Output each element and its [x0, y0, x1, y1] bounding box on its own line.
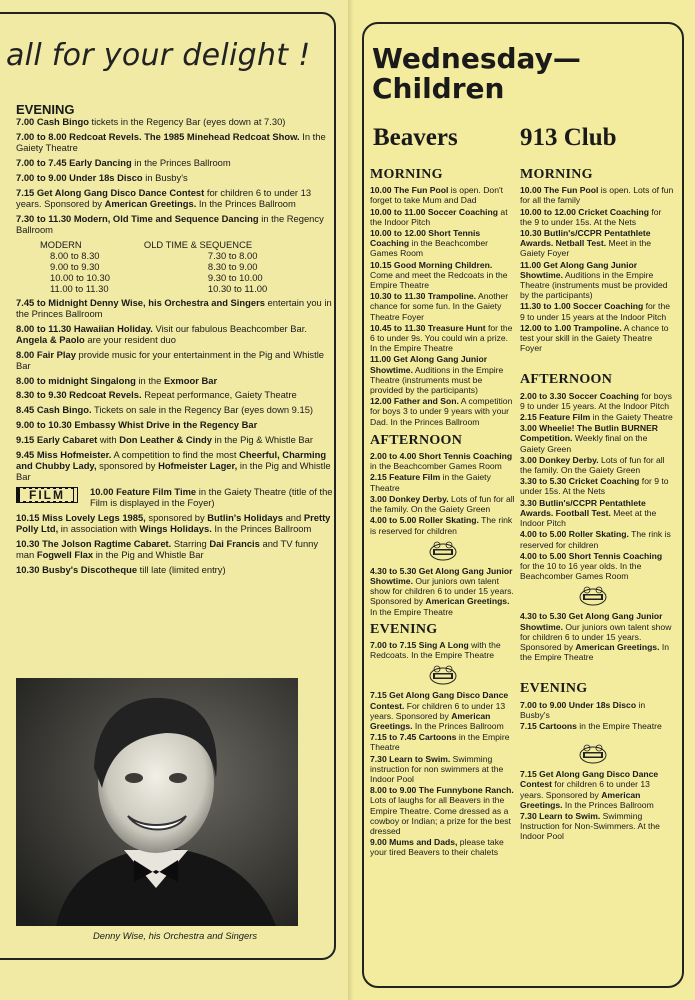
old-time-slot: 7.30 to 8.00 — [207, 249, 258, 261]
evening-item: 9.00 to 10.30 Embassy Whist Drive in the Regency Bar — [16, 419, 258, 430]
club913-title: 913 Club — [520, 124, 617, 151]
club913-afternoon-item: 2.00 to 3.30 Soccer Coaching for boys 9 to under 15 years. At the Indoor Pitch — [520, 390, 672, 411]
dance-table — [40, 238, 334, 295]
club913-evening-item: 7.15 Get Along Gang Disco Dance Contest for children 6 to under 13 years. Sponsored by American Greetings. In the Princes Ballroom — [520, 769, 659, 810]
modern-slot: 11.00 to 11.30 — [50, 283, 109, 295]
evening-item: 7.00 to 7.45 Early Dancing in the Princes Ballroom — [16, 157, 231, 168]
club913-evening-item: 7.30 Learn to Swim. Swimming Instruction for Non-Swimmers. At the Indoor Pool — [520, 810, 660, 842]
club913-afternoon-heading: AFTERNOON — [520, 372, 613, 388]
beavers-morning-heading: MORNING — [370, 167, 443, 182]
evening-item: 8.00 to midnight Singalong in the Exmoor Bar — [16, 374, 218, 386]
club913-afternoon-item: 3.00 Wheelie! The Butlin BURNER Competition. Weekly final on the Gaiety Green — [520, 423, 659, 454]
beavers-morning-item: 10.15 Good Morning Children. Come and meet the Redcoats in the Empire Theatre — [370, 259, 508, 291]
evening-item: 7.00 Cash Bingo tickets in the Regency Bar (eyes down at 7.30) — [16, 116, 286, 128]
beavers-afternoon-item: 4.00 to 5.00 Roller Skating. The rink is reserved for children — [370, 515, 513, 536]
beavers-evening-heading: EVENING — [370, 621, 438, 637]
club913-column — [520, 166, 674, 843]
beavers-morning-item: 10.00 to 11.00 Soccer Coaching at the Indoor Pitch — [370, 206, 508, 227]
beavers-evening-item: 9.00 Mums and Dads, please take your tired Beavers to their chalets — [370, 837, 504, 858]
beavers-afternoon-item: 2.00 to 4.00 Short Tennis Coaching in the Beachcomber Games Room — [370, 451, 513, 472]
beavers-evening-item: 7.15 to 7.45 Cartoons in the Empire Theatre — [370, 732, 510, 753]
club913-morning-item: 10.00 The Fun Pool is open. Lots of fun for all the family — [520, 185, 674, 206]
modern-heading: MODERN — [40, 238, 82, 250]
club913-afternoon-item: 4.00 to 5.00 Short Tennis Coaching for the 10 to 16 year olds. In the Beachcomber Games Room — [520, 550, 663, 582]
get-along-gang-logo-icon — [578, 743, 608, 765]
beavers-afternoon-heading: AFTERNOON — [370, 432, 463, 448]
beavers-morning-item: 10.30 to 11.30 Trampoline. Another chance for some fun. In the Gaiety Theatre Foyer — [370, 291, 509, 322]
evening-item: 7.45 to Midnight Denny Wise, his Orchestra and Singers entertain you in the Princes Ballroom — [16, 296, 332, 319]
modern-slot: 10.00 to 10.30 — [50, 272, 110, 284]
evening-item: 7.30 to 11.30 Modern, Old Time and Sequence Dancing in the Regency Ballroom — [16, 212, 324, 235]
evening-item: 8.45 Cash Bingo. Tickets on sale in the Regency Bar (eyes down 9.15) — [16, 404, 314, 416]
beavers-evening-item: 7.15 Get Along Gang Disco Dance Contest. For children 6 to under 13 years. Sponsored by American Greetings. In the Princes Ballroom — [370, 690, 509, 731]
beavers-evening-item: 7.30 Learn to Swim. Swimming instruction for non swimmers at the Indoor Pool — [370, 753, 504, 784]
club913-morning-heading: MORNING — [520, 167, 593, 182]
evening-item: 8.00 to 11.30 Hawaiian Holiday. Visit our fabulous Beachcomber Bar. Angela & Paolo are your resident duo — [16, 322, 307, 345]
club913-morning-item: 11.00 Get Along Gang Junior Showtime. Auditions in the Empire Theatre (instruments must be provided by the participants) — [520, 259, 668, 301]
beavers-title: Beavers — [373, 124, 458, 151]
evening-item: 10.15 Miss Lovely Legs 1985, sponsored by Butlin's Holidays and Pretty Polly Ltd, in association with Wings Holidays. In the Princes Ballroom — [16, 511, 331, 534]
evening-schedule — [16, 104, 334, 579]
club913-afternoon-item: 3.30 to 5.30 Cricket Coaching for 9 to under 15s. At the Nets — [520, 476, 669, 497]
beavers-afternoon-item: 2.15 Feature Film in the Gaiety Theatre — [370, 472, 491, 493]
club913-evening-item: 7.00 to 9.00 Under 18s Disco in Busby's — [520, 699, 646, 720]
beavers-morning-item: 11.00 Get Along Gang Junior Showtime. Auditions in the Empire Theatre (instruments must be provided by the participants) — [370, 354, 504, 396]
club913-morning-item: 11.30 to 1.00 Soccer Coaching for the 9 to under 15 years at the Indoor Pitch — [520, 301, 671, 322]
club913-afternoon-item: 4.00 to 5.00 Roller Skating. The rink is reserved for children — [520, 529, 671, 550]
old-time-slot: 9.30 to 10.00 — [207, 272, 263, 284]
beavers-morning-item: 10.00 The Fun Pool is open. Don't forget to take Mum and Dad — [370, 185, 503, 206]
get-along-gang-logo-icon — [428, 664, 458, 686]
club913-evening-heading: EVENING — [520, 681, 588, 697]
evening-item: 9.45 Miss Hofmeister. A competition to find the most Cheerful, Charming and Chubby Lady, sponsored by Hofmeister Lager, in the Pig and Whistle Bar — [16, 448, 331, 482]
modern-slot: 9.00 to 9.30 — [50, 261, 100, 272]
old-time-slot: 8.30 to 9.00 — [207, 261, 258, 272]
beavers-afternoon-item: 3.00 Donkey Derby. Lots of fun for all the family. On the Gaiety Green — [370, 493, 515, 515]
evening-item: 7.00 to 9.00 Under 18s Disco in Busby's — [16, 171, 188, 183]
get-along-gang-logo-icon — [428, 540, 458, 562]
beavers-evening-item: 8.00 to 9.00 The Funnybone Ranch. Lots of laughs for all Beavers in the Empire Theatre. Come dressed as a cowboy or Indian; a prize for the best dressed — [370, 785, 514, 836]
get-along-gang-logo-icon — [578, 585, 608, 607]
beavers-morning-item: 10.45 to 11.30 Treasure Hunt for the 6 to under 9s. You could win a prize. In the Empire Theatre — [370, 322, 513, 354]
club913-morning-item: 10.00 to 12.00 Cricket Coaching for the 9 to under 15s. At the Nets — [520, 206, 662, 227]
modern-slot: 8.00 to 8.30 — [50, 249, 100, 261]
evening-item: 9.15 Early Cabaret with Don Leather & Cindy in the Pig & Whistle Bar — [16, 433, 314, 445]
club913-afternoon-item: 3.00 Donkey Derby. Lots of fun for all the family. On the Gaiety Green — [520, 454, 665, 476]
evening-item: 7.15 Get Along Gang Disco Dance Contest for children 6 to under 13 years. Sponsored by American Greetings. In the Princes Ballroom — [16, 186, 312, 209]
film-icon: FILM — [16, 487, 78, 503]
club913-afternoon-item: 2.15 Feature Film in the Gaiety Theatre — [520, 412, 673, 423]
club913-morning-item: 12.00 to 1.00 Trampoline. A chance to test your skill in the Gaiety Theatre Foyer — [520, 322, 669, 354]
evening-item: 8.00 Fair Play provide music for your entertainment in the Pig and Whistle Bar — [16, 348, 324, 371]
evening-heading: EVENING — [16, 102, 75, 117]
evening-item: 8.30 to 9.30 Redcoat Revels. Repeat performance, Gaiety Theatre — [16, 389, 297, 401]
beavers-morning-item: 10.00 to 12.00 Short Tennis Coaching in the Beachcomber Games Room — [370, 228, 488, 259]
beavers-column — [370, 166, 516, 859]
evening-item: 10.30 The Jolson Ragtime Cabaret. Starring Dai Francis and TV funny man Fogwell Flax in the Pig and Whistle Bar — [16, 537, 319, 560]
club913-evening-item: 7.15 Cartoons in the Empire Theatre — [520, 720, 662, 731]
page-fold — [348, 0, 354, 1000]
evening-item: 7.00 to 8.00 Redcoat Revels. The 1985 Minehead Redcoat Show. In the Gaiety Theatre — [16, 131, 326, 154]
headline: all for your delight ! — [6, 38, 311, 73]
beavers-afternoon-item: 4.30 to 5.30 Get Along Gang Junior Showtime. Our juniors own talent show for children 6 to under 15 years. Sponsored by American Greetings. In the Empire Theatre — [370, 565, 514, 617]
old-time-slot: 10.30 to 11.00 — [207, 283, 268, 295]
club913-afternoon-item: 4.30 to 5.30 Get Along Gang Junior Showtime. Our juniors own talent show for children 6 to under 15 years. Sponsored by American Greetings. In the Empire Theatre — [520, 611, 672, 663]
beavers-morning-item: 12.00 Father and Son. A competition for boys 3 to under 9 years with your Dad. In the Princes Ballroom — [370, 396, 513, 427]
film-item: FILM 10.00 Feature Film Time in the Gaiety Theatre (title of the Film is displayed in the Foyer) — [16, 486, 334, 508]
evening-item: 10.30 Busby's Discotheque till late (limited entry) — [16, 563, 226, 575]
denny-wise-photo — [16, 678, 298, 926]
old-time-column — [143, 238, 334, 295]
photo-caption: Denny Wise, his Orchestra and Singers — [92, 930, 258, 941]
beavers-evening-item: 7.00 to 7.15 Sing A Long with the Redcoats. In the Empire Theatre — [370, 639, 501, 661]
page-title: Wednesday— Children — [372, 42, 581, 105]
club913-morning-item: 10.30 Butlin's/CCPR Pentathlete Awards. Netball Test. Meet in the Gaiety Foyer — [520, 228, 652, 259]
old-time-heading: OLD TIME & SEQUENCE — [143, 238, 253, 250]
club913-afternoon-item: 3.30 Butlin's/CCPR Pentathlete Awards. Football Test. Meet at the Indoor Pitch — [520, 497, 657, 529]
